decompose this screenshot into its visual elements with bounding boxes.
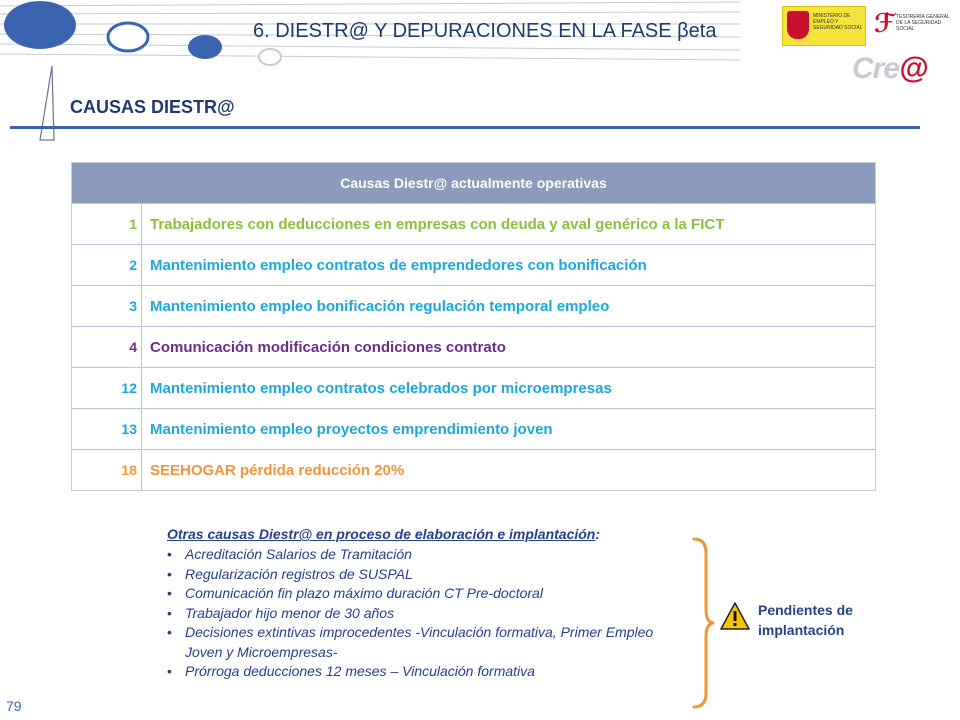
deco-large-circle [4,1,76,49]
institution-logos [782,6,952,46]
ministry-logo-text: MINISTERIO DE EMPLEO Y SEGURIDAD SOCIAL [813,13,863,31]
other-causes-block [167,526,687,682]
crea-brand-mark: @ [899,52,928,85]
other-causes-heading-text: Otras causas Diestr@ en proceso de elaboración e implantación [167,526,596,542]
table-row [72,326,875,367]
causes-table-header: Causas Diestr@ actualmente operativas [72,163,875,203]
tgss-logo [874,8,950,42]
table-row [72,408,875,449]
table-row [72,449,875,490]
coat-of-arms-icon [787,11,809,39]
warning-icon [720,601,750,631]
cause-number: 1 [72,204,142,244]
section-subtitle: CAUSAS DIESTR@ [70,97,235,117]
table-row [72,244,875,285]
cause-number: 12 [72,368,142,408]
page-title: 6. DIESTR@ Y DEPURACIONES EN LA FASE βeta [253,20,717,42]
table-row [72,285,875,326]
cause-description: Mantenimiento empleo proyectos emprendimiento joven [150,420,553,438]
ministry-logo [782,6,866,46]
cause-number: 4 [72,327,142,367]
cause-number: 13 [72,409,142,449]
deco-ring [108,23,148,51]
list-item: • Trabajador hijo menor de 30 años [167,604,687,624]
list-item: • Prórroga deducciones 12 meses – Vinculación formativa [167,662,687,682]
cause-number: 3 [72,286,142,326]
other-causes-heading-colon: : [595,526,601,542]
crea-brand-prefix: Cre [852,52,900,85]
cause-description: Mantenimiento empleo contratos celebrados por microempresas [150,379,612,397]
tgss-mark-icon: ℱ [874,8,895,38]
list-item: • Acreditación Salarios de Tramitación [167,545,687,565]
cause-description: Mantenimiento empleo bonificación regulación temporal empleo [150,297,610,315]
table-row [72,367,875,408]
list-item: • Comunicación fin plazo máximo duración CT Pre-doctoral [167,584,687,604]
cause-description: Mantenimiento empleo contratos de emprendedores con bonificación [150,256,647,274]
deco-small-circle [188,35,222,59]
other-causes-list [167,545,687,682]
cause-number: 2 [72,245,142,285]
list-item: • Decisiones extintivas improcedentes -Vinculación formativa, Primer Empleo Joven y Microempresas- [167,623,687,662]
table-row [72,203,875,244]
header-rule [10,126,920,129]
crea-brand-logo [852,52,927,86]
cause-description: Comunicación modificación condiciones contrato [150,338,506,356]
other-causes-heading [167,526,687,542]
pending-implementation-label: Pendientes de implantación [758,602,853,638]
curly-brace-icon [690,537,716,709]
list-item: • Regularización registros de SUSPAL [167,565,687,585]
deco-tiny-ring [259,49,281,65]
causes-table [71,162,876,491]
cause-description: Trabajadores con deducciones en empresas con deuda y aval genérico a la FICT [150,215,725,233]
cause-description: SEEHOGAR pérdida reducción 20% [150,461,405,479]
tgss-logo-text: TESORERÍA GENERAL DE LA SEGURIDAD SOCIAL [896,14,950,32]
page-number: 79 [6,698,22,714]
cause-number: 18 [72,450,142,490]
